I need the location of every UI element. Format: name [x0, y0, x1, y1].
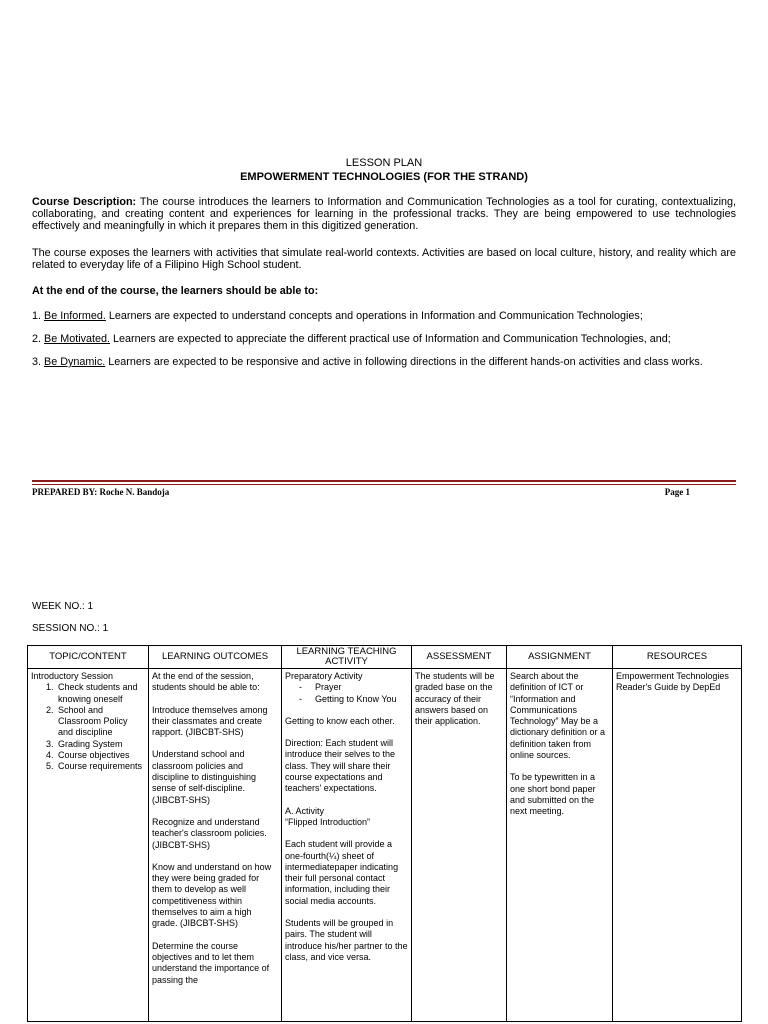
objective-key: Be Informed. [44, 310, 106, 322]
outcome-text: Know and understand on how they were being graded for them to develop as well competitiveness within themselves to aim a high grade. (JIBCBT-SHS) [152, 861, 272, 929]
activity-label: A. Activity [285, 805, 325, 816]
course-title: EMPOWERMENT TECHNOLOGIES (FOR THE STRAND) [240, 171, 528, 183]
objective-text: Learners are expected to appreciate the different practical use of Information and Communication Technologies, and; [110, 333, 671, 345]
objective-number: 2. [32, 333, 45, 345]
session-number: SESSION NO.: 1 [32, 623, 109, 634]
course-description [32, 196, 736, 232]
table-row [28, 669, 742, 1022]
objective-text: Learners are expected to be responsive and active in following directions in the different hands-on activities and class works. [105, 356, 703, 368]
objective-item [32, 333, 736, 345]
topic-list [31, 682, 145, 772]
objective-item [32, 356, 736, 368]
list-item: - Prayer [315, 682, 408, 693]
resources-text: Empowerment Technologies Reader's Guide by DepEd [616, 671, 729, 693]
table-header-row [28, 646, 742, 669]
topic-title: Introductory Session [31, 671, 114, 681]
list-item: - Getting to Know You [315, 694, 408, 705]
activity-text: Students will be grouped in pairs. The student will introduce his/her partner to the class, and vice versa. [285, 918, 408, 962]
course-description-label: Course Description: [32, 196, 137, 208]
outcome-text: Understand school and classroom policies and discipline to distinguishing sense of self-discipline. (JIBCBT-SHS) [152, 749, 257, 805]
objectives-heading: At the end of the course, the learners should be able to: [32, 285, 319, 297]
outcomes-cell [149, 669, 282, 1022]
list-item: 2. School and Classroom Policy and discipline [56, 705, 145, 739]
prep-list [285, 682, 408, 705]
assignment-text: To be typewritten in a one short bond paper and submitted on the next meeting. [510, 772, 596, 817]
activity-text: Each student will provide a one-fourth(¼) sheet of intermediatepaper indicating their full personal contact information, including their social media accounts. [285, 839, 399, 906]
assignment-cell [507, 669, 613, 1022]
objective-key: Be Dynamic. [44, 356, 106, 368]
list-item: 1. Check students and knowing oneself [56, 682, 145, 705]
activity-text: Getting to know each other. [285, 715, 395, 726]
activity-text: Direction: Each student will introduce their selves to the class. They will share their course expectations and teachers' expectations. [285, 738, 396, 794]
topic-cell [28, 669, 149, 1022]
list-item: 3. Grading System [56, 739, 145, 750]
lesson-table [27, 645, 742, 1022]
assessment-text: The students will be graded base on the accuracy of their answers based on their application. [415, 671, 495, 727]
list-item: 5. Course requirements [56, 761, 145, 772]
objective-key: Be Motivated. [44, 333, 111, 345]
outcome-text: Introduce themselves among their classmates and create rapport. (JIBCBT-SHS) [152, 704, 268, 738]
exposure-paragraph: The course exposes the learners with activities that simulate real-world contexts. Activities are based on local culture, history, and reality which are related to everyday life of a Filipino High School student. [32, 247, 736, 271]
outcome-text: Recognize and understand teacher's classroom policies. (JIBCBT-SHS) [152, 816, 267, 850]
header-topic: TOPIC/CONTENT [28, 646, 149, 669]
assessment-cell [412, 669, 507, 1022]
footer-rule-thin [32, 484, 736, 485]
objective-number: 1. [32, 310, 45, 322]
outcome-text: Determine the course objectives and to let them understand the importance of passing the [152, 940, 270, 985]
assignment-text: Search about the definition of ICT or “Information and Communications Technology” May be a dictionary definition or a definition taken from online sources. [510, 671, 606, 761]
week-number: WEEK NO.: 1 [32, 601, 94, 612]
outcome-text: At the end of the session, students should be able to: [152, 671, 260, 693]
header-outcomes: LEARNING OUTCOMES [149, 646, 282, 669]
objective-number: 3. [32, 356, 45, 368]
activity-label: “Flipped Introduction” [285, 816, 371, 827]
course-description-text: The course introduces the learners to Information and Communication Technologies as a tool for curating, contextualizing, collaborating, and creating content and experiences for learning in the professional tracks. They are being empowered to use technologies effectively and meaningfully in which it prepares them in this digitized generation. [32, 196, 737, 232]
header-resources: RESOURCES [613, 646, 742, 669]
header-assignment: ASSIGNMENT [507, 646, 613, 669]
footer-rule [32, 480, 736, 482]
header-activity: LEARNING TEACHING ACTIVITY [282, 646, 412, 669]
activity-cell [282, 669, 412, 1022]
lesson-plan-heading: LESSON PLAN [345, 157, 423, 169]
resources-cell [613, 669, 742, 1022]
header-assessment: ASSESSMENT [412, 646, 507, 669]
objective-text: Learners are expected to understand concepts and operations in Information and Communication Technologies; [105, 310, 643, 322]
activity-prep-title: Preparatory Activity [285, 671, 363, 681]
objective-item [32, 310, 736, 322]
list-item: 4. Course objectives [56, 750, 145, 761]
prepared-by: PREPARED BY: Roche N. Bandoja [32, 487, 170, 497]
page-number: Page 1 [664, 487, 690, 497]
